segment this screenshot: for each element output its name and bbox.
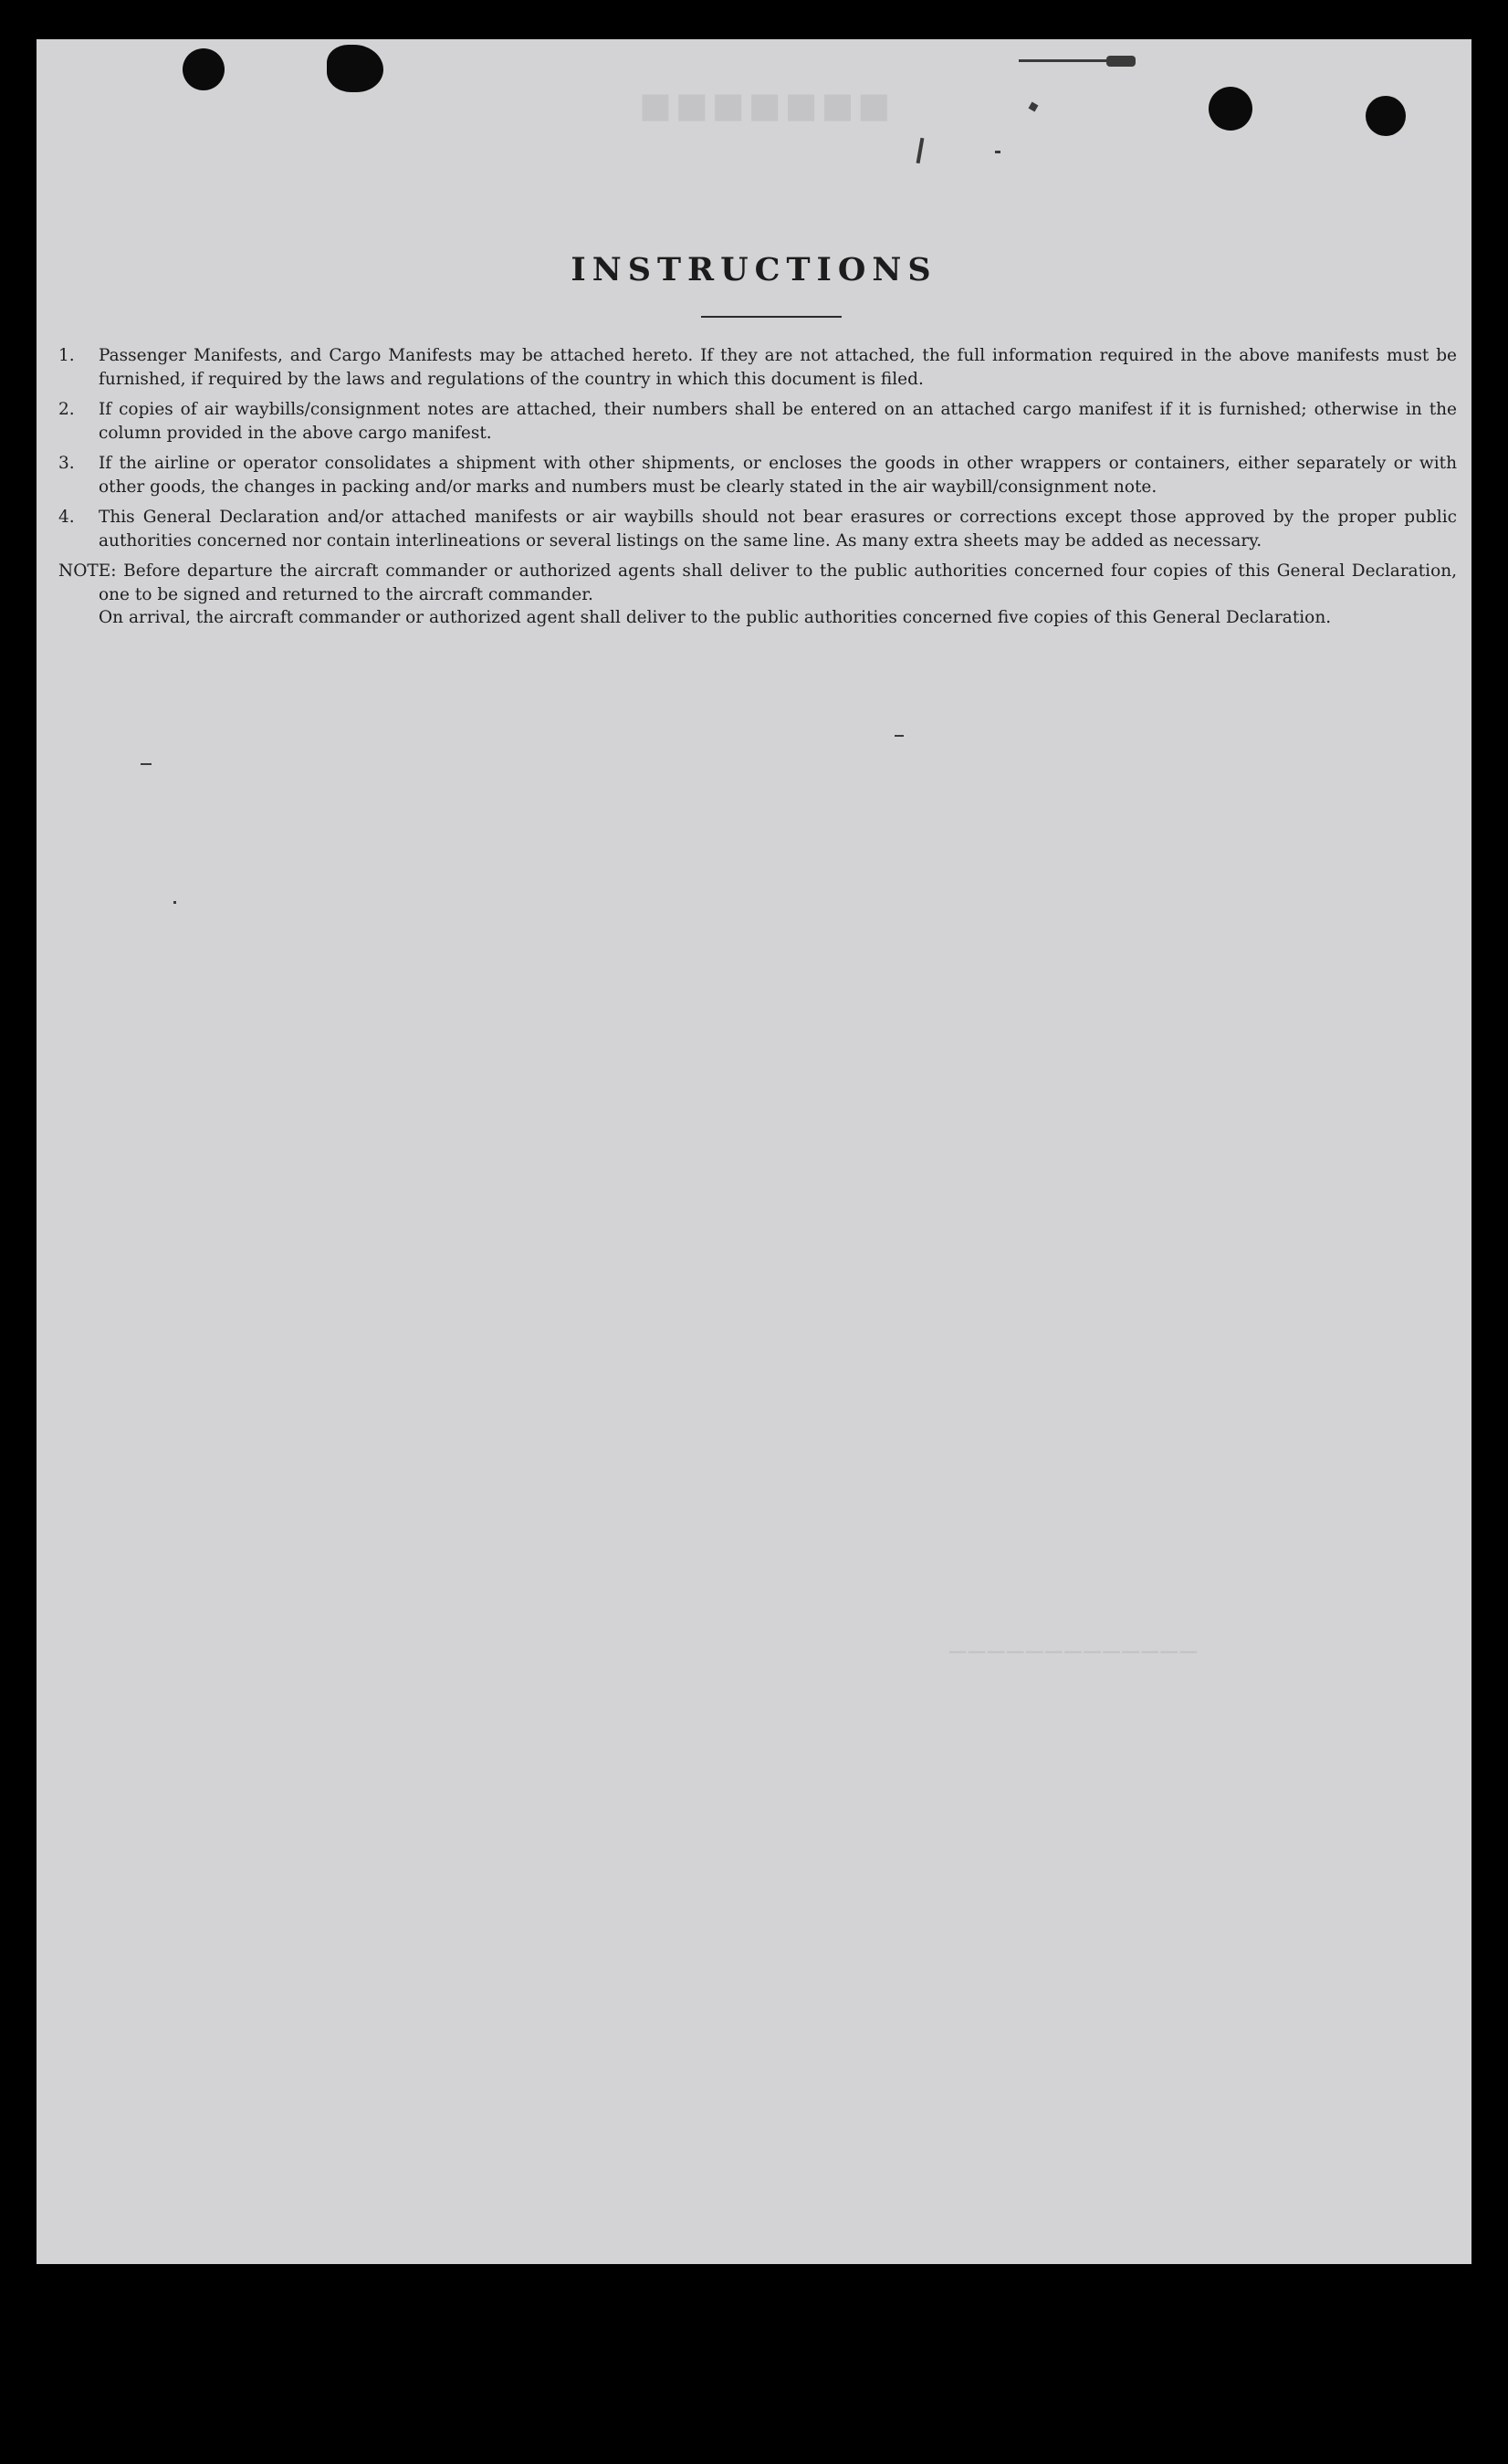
document-page xyxy=(37,39,1471,2264)
punch-hole-right-outer xyxy=(1366,96,1406,136)
speck xyxy=(995,151,1000,153)
punch-hole-left xyxy=(183,48,225,90)
note-arrival-paragraph xyxy=(58,606,1457,630)
instruction-item xyxy=(58,506,1457,552)
speck xyxy=(173,901,176,904)
item-text: If copies of air waybills/consignment notes are attached, their numbers shall be entered on an attached cargo manifest if it is furnished; otherwise in the column provided in the above cargo manifest. xyxy=(99,400,1457,443)
bleed-through-text: ■■■■■■■ xyxy=(639,85,895,125)
speck xyxy=(916,138,925,163)
punch-hole-left-torn xyxy=(327,45,383,92)
instruction-item xyxy=(58,344,1457,391)
item-text: If the airline or operator consolidates a shipment with other shipments, or encloses the goods in other wrappers or containers, either separately or with other goods, the changes in packing and/or marks and numbers must be clearly stated in the air waybill/consignment note. xyxy=(99,454,1457,497)
note-paragraph xyxy=(58,560,1457,606)
instruction-item xyxy=(58,452,1457,498)
speck xyxy=(141,763,152,765)
speck xyxy=(1029,102,1039,112)
speck xyxy=(895,735,904,737)
instruction-item xyxy=(58,398,1457,445)
instructions-body xyxy=(58,344,1457,630)
punch-hole-right xyxy=(1209,87,1252,131)
bleed-through-text: ───────────── xyxy=(949,1637,1199,1669)
note-label: NOTE: xyxy=(58,561,117,581)
note-arrival-text: On arrival, the aircraft commander or authorized agent shall deliver to the public authorities concerned five copies of this General Declaration. xyxy=(99,608,1332,627)
tear-mark xyxy=(1106,56,1136,67)
item-number: 3. xyxy=(58,454,75,473)
note-text: Before departure the aircraft commander or authorized agents shall deliver to the public authorities concerned four copies of this General Declaration, one to be signed and returned to the aircraft commander. xyxy=(99,561,1457,604)
item-number: 2. xyxy=(58,400,75,419)
item-text: This General Declaration and/or attached manifests or air waybills should not bear erasures or corrections except those approved by the proper public authorities concerned nor contain interlineations or several listings on the same line. As many extra sheets may be added as necessary. xyxy=(99,508,1457,550)
item-number: 1. xyxy=(58,346,75,365)
page-title: INSTRUCTIONS xyxy=(571,251,937,288)
item-text: Passenger Manifests, and Cargo Manifests may be attached hereto. If they are not attached, the full information required in the above manifests must be furnished, if required by the laws and regulations of the country in which this document is filed. xyxy=(99,346,1457,389)
item-number: 4. xyxy=(58,508,75,527)
title-underline xyxy=(701,316,842,318)
